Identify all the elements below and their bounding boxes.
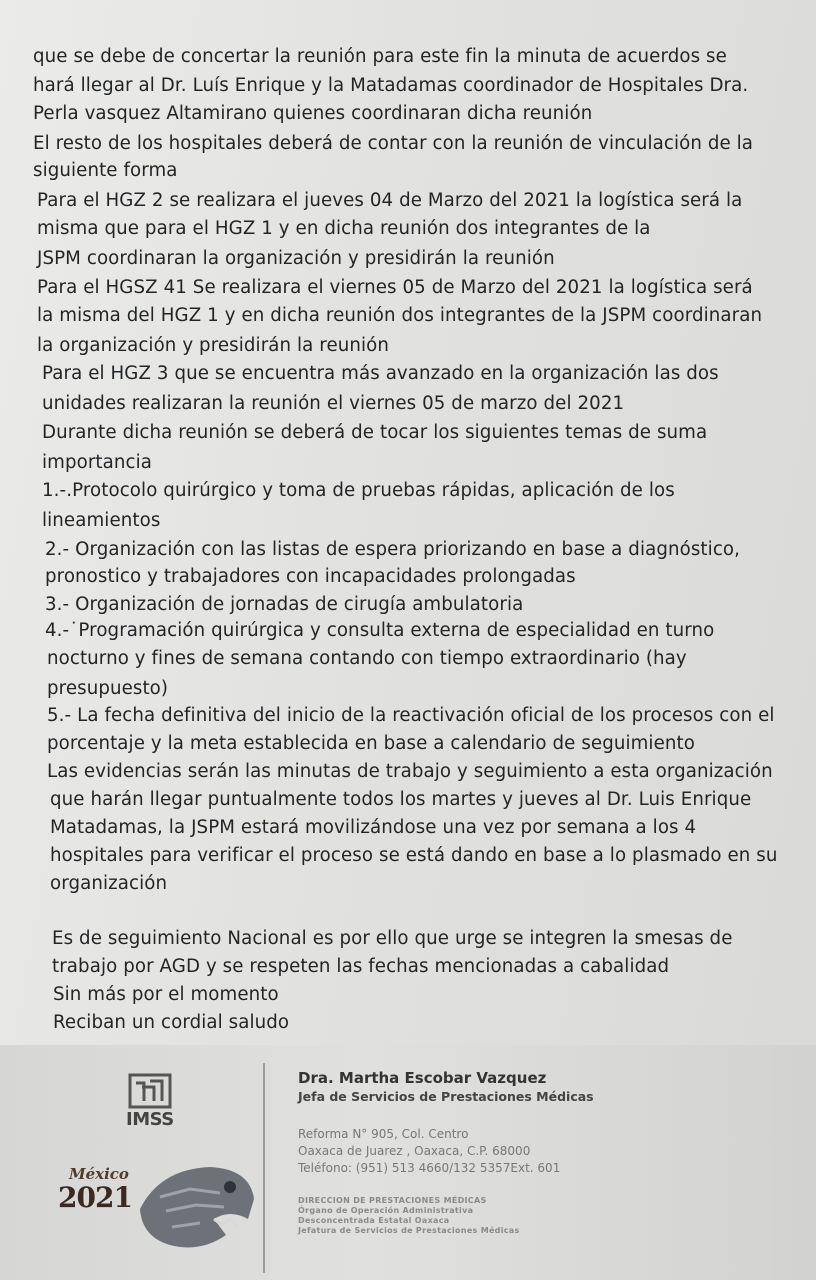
body-text-line: 2.- Organización con las listas de espera priorizando en base a diagnóstico, (45, 539, 741, 560)
body-text-line: unidades realizaran la reunión el viernes 05 de marzo del 2021 (42, 393, 625, 414)
body-text-line: Sin más por el momento (53, 984, 279, 1005)
org-line-1: DIRECCION DE PRESTACIONES MÉDICAS (298, 1196, 487, 1205)
org-line-4: Jefatura de Servicios de Prestaciones Médicas (298, 1226, 520, 1235)
body-text-line: presupuesto) (47, 678, 169, 699)
org-line-2: Órgano de Operación Administrativa (298, 1206, 474, 1215)
signer-name: Dra. Martha Escobar Vazquez (298, 1069, 547, 1087)
body-text-line: JSPM coordinaran la organización y presidirán la reunión (37, 248, 555, 269)
body-text-line: hospitales para verificar el proceso se está dando en base a lo plasmado en su (50, 845, 778, 866)
body-text-line: importancia (42, 452, 153, 473)
footer-divider (263, 1063, 265, 1273)
body-text-line: que se debe de concertar la reunión para este fin la minuta de acuerdos se (33, 46, 727, 67)
body-text-line: Las evidencias serán las minutas de trabajo y seguimiento a esta organización (47, 761, 773, 782)
body-text-line: Reciban un cordial saludo (53, 1012, 290, 1033)
aztec-serpent-icon (130, 1149, 260, 1259)
body-text-line: trabajo por AGD y se respeten las fechas mencionadas a cabalidad (52, 956, 670, 977)
body-text-line: 1.-.Protocolo quirúrgico y toma de pruebas rápidas, aplicación de los (42, 480, 675, 501)
body-text-line: Para el HGZ 3 que se encuentra más avanzado en la organización las dos (42, 363, 719, 384)
body-text-line: nocturno y fines de semana contando con tiempo extraordinario (hay (47, 648, 687, 669)
body-text-line: Perla vasquez Altamirano quienes coordinaran dicha reunión (33, 103, 593, 124)
imss-logo-icon (128, 1073, 172, 1109)
body-text-line: Es de seguimiento Nacional es por ello que urge se integren la smesas de (52, 928, 733, 949)
body-text-line: El resto de los hospitales deberá de contar con la reunión de vinculación de la (33, 133, 754, 154)
body-text-line: 3.- Organización de jornadas de cirugía ambulatoria (45, 594, 524, 615)
body-text-line: la misma del HGZ 1 y en dicha reunión dos integrantes de la JSPM coordinaran (37, 305, 763, 326)
body-text-line: pronostico y trabajadores con incapacidades prolongadas (45, 566, 576, 587)
body-text-line: Para el HGZ 2 se realizara el jueves 04 de Marzo del 2021 la logística será la (37, 190, 743, 211)
letterhead-footer (0, 1045, 816, 1280)
signer-role: Jefa de Servicios de Prestaciones Médicas (298, 1089, 594, 1104)
body-text-line: 4.-˙Programación quirúrgica y consulta externa de especialidad en turno (45, 620, 715, 641)
body-text-line: 5.- La fecha definitiva del inicio de la reactivación oficial de los procesos con el (47, 705, 775, 726)
logo-area (40, 1045, 265, 1280)
address-line-1: Reforma N° 905, Col. Centro (298, 1127, 469, 1141)
body-text-line: Durante dicha reunión se deberá de tocar los siguientes temas de suma (42, 422, 708, 443)
body-text-line: lineamientos (42, 510, 161, 531)
org-line-3: Desconcentrada Estatal Oaxaca (298, 1216, 450, 1225)
body-text-line: la organización y presidirán la reunión (37, 335, 390, 356)
body-text-line: organización (50, 873, 168, 894)
imss-logo-text: IMSS (126, 1109, 174, 1130)
body-text-line: Para el HGSZ 41 Se realizara el viernes 05 de Marzo del 2021 la logística será (37, 277, 753, 298)
mexico-2021-label: México (69, 1165, 129, 1183)
body-text-line: que harán llegar puntualmente todos los martes y jueves al Dr. Luis Enrique (50, 789, 752, 810)
year-2021-label: 2021 (58, 1181, 132, 1214)
body-text-line: siguiente forma (33, 160, 178, 181)
body-text-line: porcentaje y la meta establecida en base a calendario de seguimiento (47, 733, 695, 754)
address-line-2: Oaxaca de Juarez , Oaxaca, C.P. 68000 (298, 1144, 531, 1158)
body-text-line: Matadamas, la JSPM estará movilizándose una vez por semana a los 4 (50, 817, 697, 838)
phone-line: Teléfono: (951) 513 4660/132 5357Ext. 601 (298, 1161, 561, 1175)
body-text-line: hará llegar al Dr. Luís Enrique y la Matadamas coordinador de Hospitales Dra. (33, 75, 749, 96)
body-text-line: misma que para el HGZ 1 y en dicha reunión dos integrantes de la (37, 218, 651, 239)
